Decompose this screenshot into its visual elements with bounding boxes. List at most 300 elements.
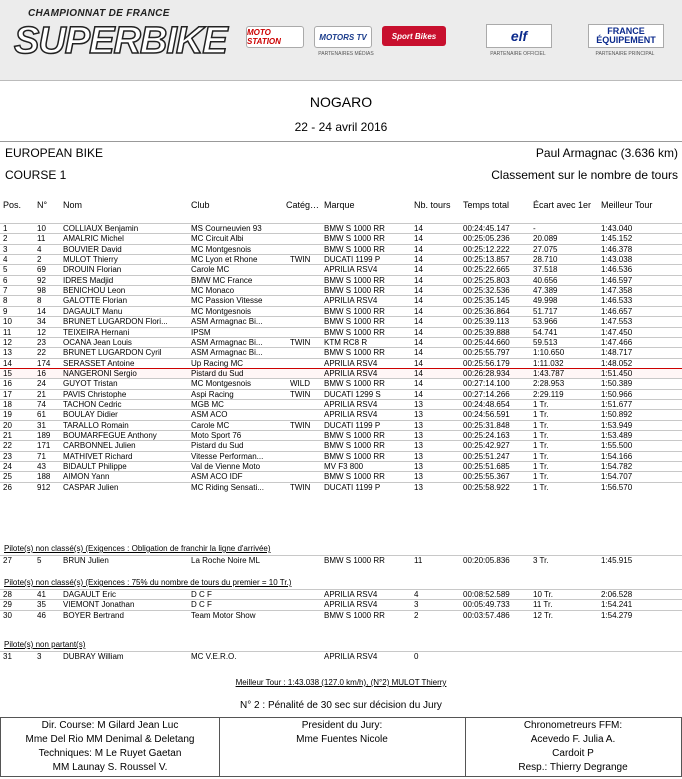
cell-name: AIMON Yann [63, 472, 110, 482]
cell-num: 61 [37, 410, 46, 420]
cell-best: 1:43.038 [601, 255, 633, 265]
cell-club: Team Motor Show [191, 610, 256, 620]
cell-club: ASM Armagnac Bi... [191, 348, 263, 358]
cell-laps: 14 [414, 244, 423, 254]
cell-num: 171 [37, 441, 51, 451]
cell-make: BMW S 1000 RR [324, 244, 385, 254]
cell-best: 1:46.533 [601, 296, 633, 306]
cell-club: MC Riding Sensati... [191, 482, 264, 492]
cell-num: 8 [37, 296, 42, 306]
cell-name: BOYER Bertrand [63, 610, 124, 620]
cell-make: BMW S 1000 RR [324, 556, 385, 565]
cell-club: MC Montgesnois [191, 306, 252, 316]
cell-gap: 1 Tr. [533, 431, 549, 440]
cell-name: DROUIN Florian [63, 265, 122, 275]
cell-pos: 20 [3, 420, 12, 430]
cell-num: 174 [37, 358, 51, 368]
cell-time: 00:25:24.163 [463, 431, 510, 440]
cell-laps: 13 [414, 410, 423, 420]
cell-laps: 14 [414, 358, 423, 368]
cell-gap: 1 Tr. [533, 410, 549, 420]
classification-label: Classement sur le nombre de tours [491, 168, 678, 182]
cell-pos: 21 [3, 431, 12, 440]
cell-time: 00:20:05.836 [463, 556, 510, 565]
sponsor-logo: MOTORS TV [314, 26, 372, 48]
section-title: Pilote(s) non classé(s) (Exigences : Obligation de franchir la ligne d'arrivée) [4, 544, 271, 553]
cell-num: 4 [37, 244, 42, 254]
header-banner [0, 0, 682, 81]
footer-line: President du Jury: [301, 720, 383, 731]
cell-best: 1:50.892 [601, 410, 633, 420]
cell-cat: TWIN [290, 255, 311, 265]
cell-gap: 47.389 [533, 286, 558, 296]
cell-laps: 13 [414, 441, 423, 451]
best-lap-note: Meilleur Tour : 1:43.038 (127.0 km/h), (N°2) MULOT Thierry [235, 678, 447, 687]
race-direction [1, 718, 220, 776]
cell-make: APRILIA RSV4 [324, 358, 378, 368]
cell-pos: 24 [3, 462, 12, 472]
official-partner-caption: PARTENAIRE OFFICIEL [490, 51, 546, 57]
venue-title: NOGARO [309, 94, 373, 110]
cell-num: 14 [37, 306, 46, 316]
cell-laps: 13 [414, 482, 423, 492]
cell-num: 21 [37, 389, 46, 399]
cell-make: MV F3 800 [324, 462, 364, 472]
cell-best: 1:48.717 [601, 348, 633, 358]
cell-pos: 3 [3, 244, 8, 254]
cell-num: 912 [37, 482, 51, 492]
cell-pos: 28 [3, 590, 12, 599]
col-laps-header: Nb. tours [414, 200, 451, 210]
cell-best: 1:50.966 [601, 389, 633, 399]
cell-make: DUCATI 1299 S [324, 389, 381, 399]
footer-line: Techniques: M Le Ruyet Gaetan [38, 748, 182, 759]
cell-gap: 10 Tr. [533, 590, 554, 599]
cell-club: Moto Sport 76 [191, 431, 242, 440]
cell-pos: 27 [3, 556, 12, 565]
cell-num: 34 [37, 317, 46, 327]
cell-best: 1:45.152 [601, 234, 633, 244]
col-time-header: Temps total [463, 200, 510, 210]
event-date: 22 - 24 avril 2016 [294, 120, 388, 134]
cell-time: 00:25:05.236 [463, 234, 510, 244]
cell-num: 31 [37, 420, 46, 430]
cell-name: BOUVIER David [63, 244, 122, 254]
cell-best: 1:46.657 [601, 306, 633, 316]
france-equipement-logo: FRANCE ÉQUIPEMENT [588, 24, 664, 48]
cell-name: BENICHOU Leon [63, 286, 126, 296]
cell-num: 188 [37, 472, 51, 482]
timekeepers [465, 718, 681, 776]
cell-laps: 14 [414, 306, 423, 316]
cell-gap: 53.966 [533, 317, 558, 327]
cell-make: BMW S 1000 RR [324, 275, 385, 285]
cell-make: APRILIA RSV4 [324, 600, 378, 610]
cell-club: ASM ACO [191, 410, 228, 420]
cell-laps: 13 [414, 472, 423, 482]
cell-gap: 27.075 [533, 244, 558, 254]
cell-time: 00:27:14.266 [463, 389, 510, 399]
cell-club: MC Montgesnois [191, 244, 252, 254]
cell-best: 1:47.466 [601, 337, 633, 347]
cell-club: Vitesse Performan... [191, 451, 264, 461]
cell-laps: 13 [414, 431, 423, 440]
cell-gap: 1 Tr. [533, 420, 549, 430]
cell-make: APRILIA RSV4 [324, 368, 378, 378]
cell-time: 00:25:36.864 [463, 306, 510, 316]
championship-label: CHAMPIONNAT DE FRANCE [28, 8, 170, 19]
cell-pos: 11 [3, 327, 12, 337]
cell-make: BMW S 1000 RR [324, 317, 385, 327]
footer-line: MM Launay S. Roussel V. [52, 762, 168, 773]
sponsor-logo: Sport Bikes [382, 26, 446, 46]
cell-name: COLLIAUX Benjamin [63, 224, 139, 233]
cell-name: OCANA Jean Louis [63, 337, 132, 347]
cell-gap: 1 Tr. [533, 399, 549, 409]
cell-cat: TWIN [290, 389, 311, 399]
category-label: EUROPEAN BIKE [5, 146, 104, 160]
cell-club: Up Racing MC [191, 358, 244, 368]
cell-num: 98 [37, 286, 46, 296]
cell-laps: 14 [414, 234, 423, 244]
cell-club: MC Montgesnois [191, 379, 252, 389]
cell-pos: 5 [3, 265, 8, 275]
cell-make: BMW S 1000 RR [324, 306, 385, 316]
cell-best: 1:51.677 [601, 399, 633, 409]
cell-time: 00:25:31.848 [463, 420, 510, 430]
cell-laps: 13 [414, 451, 423, 461]
cell-gap: 20.089 [533, 234, 558, 244]
cell-pos: 1 [3, 224, 8, 233]
cell-laps: 4 [414, 590, 419, 599]
cell-name: MATHIVET Richard [63, 451, 133, 461]
cell-name: CASPAR Julien [63, 482, 119, 492]
elf-logo: elf [486, 24, 552, 48]
section-title: Pilote(s) non partant(s) [4, 640, 86, 649]
cell-time: 00:27:14.100 [463, 379, 510, 389]
cell-make: BMW S 1000 RR [324, 286, 385, 296]
cell-gap: 12 Tr. [533, 610, 554, 620]
cell-laps: 3 [414, 600, 419, 610]
cell-laps: 14 [414, 348, 423, 358]
cell-laps: 2 [414, 610, 419, 620]
cell-time: 00:25:12.222 [463, 244, 510, 254]
cell-make: BMW S 1000 RR [324, 610, 385, 620]
cell-gap: 11 Tr. [533, 600, 553, 610]
media-partners-caption: PARTENAIRES MÉDIAS [318, 51, 374, 57]
cell-laps: 14 [414, 368, 423, 378]
cell-make: BMW S 1000 RR [324, 327, 385, 337]
cell-pos: 4 [3, 255, 8, 265]
cell-gap: 54.741 [533, 327, 558, 337]
cell-club: ASM ACO IDF [191, 472, 243, 482]
cell-num: 16 [37, 368, 46, 378]
cell-make: DUCATI 1199 P [324, 482, 381, 492]
cell-make: APRILIA RSV4 [324, 296, 378, 306]
cell-make: DUCATI 1199 P [324, 420, 381, 430]
cell-gap: 2:28.953 [533, 379, 565, 389]
cell-best: 1:54.166 [601, 451, 633, 461]
cell-make: KTM RC8 R [324, 337, 368, 347]
cell-club: BMW MC France [191, 275, 253, 285]
cell-num: 23 [37, 337, 46, 347]
cell-pos: 16 [3, 379, 12, 389]
cell-time: 00:25:39.888 [463, 327, 510, 337]
sponsor-logo: MOTO STATION [246, 26, 304, 48]
footer-line: Chronometreurs FFM: [523, 720, 623, 731]
cell-num: 3 [37, 652, 42, 661]
cell-pos: 29 [3, 600, 12, 610]
cell-time: 00:25:42.927 [463, 441, 510, 451]
cell-club: Carole MC [191, 265, 230, 275]
cell-time: 00:25:32.536 [463, 286, 510, 296]
cell-pos: 31 [3, 652, 12, 661]
cell-gap: 28.710 [533, 255, 558, 265]
cell-best: 1:51.450 [601, 368, 633, 378]
cell-time: 00:25:51.685 [463, 462, 510, 472]
cell-pos: 26 [3, 482, 12, 492]
cell-name: BRUNET LUGARDON Cyril [63, 348, 162, 358]
footer-line: Resp.: Thierry Degrange [518, 762, 628, 773]
cell-num: 22 [37, 348, 46, 358]
cell-num: 41 [37, 590, 46, 599]
cell-gap: 1 Tr. [533, 472, 549, 482]
cell-gap: 1 Tr. [533, 482, 549, 492]
cell-name: DAGAULT Manu [63, 306, 123, 316]
cell-laps: 14 [414, 379, 423, 389]
cell-num: 189 [37, 431, 51, 440]
cell-best: 1:54.707 [601, 472, 633, 482]
cell-gap: 59.513 [533, 337, 558, 347]
cell-name: PAVIS Christophe [63, 389, 127, 399]
cell-time: 00:25:25.803 [463, 275, 510, 285]
cell-cat: WILD [290, 379, 310, 389]
cell-gap: 40.656 [533, 275, 558, 285]
col-best-header: Meilleur Tour [601, 200, 653, 210]
cell-club: MC Lyon et Rhone [191, 255, 258, 265]
cell-pos: 12 [3, 337, 12, 347]
cell-time: 00:25:13.857 [463, 255, 510, 265]
cell-time: 00:25:58.922 [463, 482, 510, 492]
cell-best: 1:53.949 [601, 420, 633, 430]
cell-pos: 9 [3, 306, 8, 316]
section-title: Pilote(s) non classé(s) (Exigences : 75% du nombre de tours du premier = 10 Tr.) [4, 578, 292, 587]
officials-footer [0, 717, 682, 777]
cell-pos: 30 [3, 610, 12, 620]
cell-club: MS Courneuvien 93 [191, 224, 262, 233]
cell-best: 1:50.389 [601, 379, 633, 389]
cell-gap: 51.717 [533, 306, 558, 316]
superbike-logo: SUPERBIKE [14, 20, 227, 62]
cell-pos: 8 [3, 296, 8, 306]
cell-pos: 2 [3, 234, 8, 244]
cell-name: DUBRAY William [63, 652, 124, 661]
cell-name: TARALLO Romain [63, 420, 129, 430]
cell-gap: 2:29.119 [533, 389, 564, 399]
cell-club: ASM Armagnac Bi... [191, 317, 263, 327]
cell-club: Pistard du Sud [191, 368, 244, 378]
cell-club: MC Passion Vitesse [191, 296, 263, 306]
cell-num: 24 [37, 379, 46, 389]
cell-time: 00:24:45.147 [463, 224, 510, 233]
race-label: COURSE 1 [5, 168, 67, 182]
cell-num: 69 [37, 265, 46, 275]
cell-gap: 1 Tr. [533, 441, 549, 451]
cell-laps: 0 [414, 652, 419, 661]
col-club-header: Club [191, 200, 210, 210]
cell-club: D C F [191, 600, 212, 610]
cell-club: Aspi Racing [191, 389, 234, 399]
cell-pos: 18 [3, 399, 12, 409]
cell-gap: 49.998 [533, 296, 558, 306]
cell-num: 11 [37, 234, 46, 244]
cell-name: IDRES Madjid [63, 275, 114, 285]
cell-make: BMW S 1000 RR [324, 234, 385, 244]
cell-make: APRILIA RSV4 [324, 399, 378, 409]
cell-cat: TWIN [290, 420, 311, 430]
cell-laps: 11 [414, 556, 423, 565]
cell-make: BMW S 1000 RR [324, 224, 385, 233]
cell-club: Val de Vienne Moto [191, 462, 261, 472]
cell-laps: 13 [414, 462, 423, 472]
cell-time: 00:08:52.589 [463, 590, 510, 599]
cell-name: SERASSET Antoine [63, 358, 135, 368]
cell-make: APRILIA RSV4 [324, 265, 378, 275]
cell-club: ASM Armagnac Bi... [191, 337, 263, 347]
cell-time: 00:05:49.733 [463, 600, 510, 610]
col-pos-header: Pos. [3, 200, 22, 210]
cell-cat: TWIN [290, 337, 311, 347]
cell-time: 00:25:55.797 [463, 348, 510, 358]
cell-num: 74 [37, 399, 46, 409]
cell-num: 2 [37, 255, 42, 265]
cell-num: 43 [37, 462, 46, 472]
cell-gap: 1:11.032 [533, 358, 564, 368]
cell-best: 1:46.597 [601, 275, 633, 285]
cell-best: 2:06.528 [601, 590, 633, 599]
cell-num: 12 [37, 327, 46, 337]
cell-name: BRUN Julien [63, 556, 109, 565]
cell-pos: 15 [3, 368, 12, 378]
cell-gap: - [533, 224, 536, 233]
cell-make: BMW S 1000 RR [324, 348, 385, 358]
cell-club: MC Circuit Albi [191, 234, 244, 244]
penalty-note: N° 2 : Pénalité de 30 sec sur décision du Jury [240, 700, 442, 711]
cell-gap: 3 Tr. [533, 556, 549, 565]
cell-club: MGB MC [191, 399, 224, 409]
cell-pos: 10 [3, 317, 12, 327]
cell-name: BOUMARFEGUE Anthony [63, 431, 157, 440]
cell-time: 00:25:51.247 [463, 451, 510, 461]
cell-time: 00:25:35.145 [463, 296, 510, 306]
cell-name: VIEMONT Jonathan [63, 600, 135, 610]
cell-best: 1:46.536 [601, 265, 633, 275]
cell-make: APRILIA RSV4 [324, 590, 378, 599]
cell-best: 1:46.378 [601, 244, 633, 254]
cell-best: 1:47.450 [601, 327, 633, 337]
col-num-header: N° [37, 200, 48, 210]
cell-pos: 13 [3, 348, 12, 358]
footer-line: Mme Fuentes Nicole [296, 734, 388, 745]
cell-club: IPSM [191, 327, 211, 337]
cell-name: AMALRIC Michel [63, 234, 124, 244]
cell-best: 1:54.241 [601, 600, 633, 610]
cell-time: 00:25:44.660 [463, 337, 510, 347]
cell-time: 00:26:28.934 [463, 368, 510, 378]
main-partners [476, 20, 676, 64]
cell-pos: 14 [3, 358, 12, 368]
cell-name: CARBONNEL Julien [63, 441, 136, 451]
cell-best: 1:53.489 [601, 431, 633, 440]
cell-laps: 14 [414, 389, 423, 399]
cell-make: DUCATI 1199 P [324, 255, 381, 265]
cell-name: GALOTTE Florian [63, 296, 128, 306]
cell-make: BMW S 1000 RR [324, 441, 385, 451]
jury [219, 718, 466, 776]
cell-laps: 14 [414, 317, 423, 327]
cell-name: NANGERONI Sergio [63, 368, 137, 378]
cell-club: MC Monaco [191, 286, 235, 296]
cell-laps: 14 [414, 224, 423, 233]
cell-name: TEIXEIRA Hernani [63, 327, 130, 337]
footer-line: Dir. Course: M Gilard Jean Luc [41, 720, 179, 731]
cell-pos: 19 [3, 410, 12, 420]
cell-time: 00:03:57.486 [463, 610, 510, 620]
cell-name: BOULAY Didier [63, 410, 118, 420]
cell-name: MULOT Thierry [63, 255, 118, 265]
cell-pos: 7 [3, 286, 8, 296]
cell-time: 00:25:56.179 [463, 358, 510, 368]
cell-name: TACHON Cedric [63, 399, 122, 409]
cell-laps: 14 [414, 286, 423, 296]
cell-num: 10 [37, 224, 46, 233]
cell-num: 71 [37, 451, 46, 461]
cell-name: BIDAULT Philippe [63, 462, 127, 472]
cell-best: 1:55.500 [601, 441, 633, 451]
cell-gap: 1:43.787 [533, 368, 565, 378]
cell-make: BMW S 1000 RR [324, 431, 385, 440]
cell-pos: 23 [3, 451, 12, 461]
cell-club: D C F [191, 590, 212, 599]
cell-best: 1:43.040 [601, 224, 633, 233]
cell-laps: 14 [414, 265, 423, 275]
cell-pos: 25 [3, 472, 12, 482]
cell-best: 1:54.782 [601, 462, 633, 472]
cell-best: 1:54.279 [601, 610, 633, 620]
cell-gap: 37.518 [533, 265, 558, 275]
cell-num: 92 [37, 275, 46, 285]
cell-laps: 14 [414, 327, 423, 337]
cell-laps: 13 [414, 399, 423, 409]
cell-club: La Roche Noire ML [191, 556, 260, 565]
cell-make: APRILIA RSV4 [324, 652, 378, 661]
cell-gap: 1:10.650 [533, 348, 565, 358]
cell-laps: 14 [414, 337, 423, 347]
cell-best: 1:56.570 [601, 482, 633, 492]
cell-time: 00:24:56.591 [463, 410, 510, 420]
cell-best: 1:48.052 [601, 358, 633, 368]
cell-cat: TWIN [290, 482, 311, 492]
cell-laps: 14 [414, 255, 423, 265]
col-cat-header: Catég… [286, 200, 320, 210]
cell-time: 00:25:55.367 [463, 472, 510, 482]
cell-name: DAGAULT Eric [63, 590, 117, 599]
cell-pos: 6 [3, 275, 8, 285]
track-label: Paul Armagnac (3.636 km) [535, 146, 678, 160]
cell-time: 00:25:39.113 [463, 317, 510, 327]
cell-laps: 13 [414, 420, 423, 430]
cell-pos: 17 [3, 389, 12, 399]
